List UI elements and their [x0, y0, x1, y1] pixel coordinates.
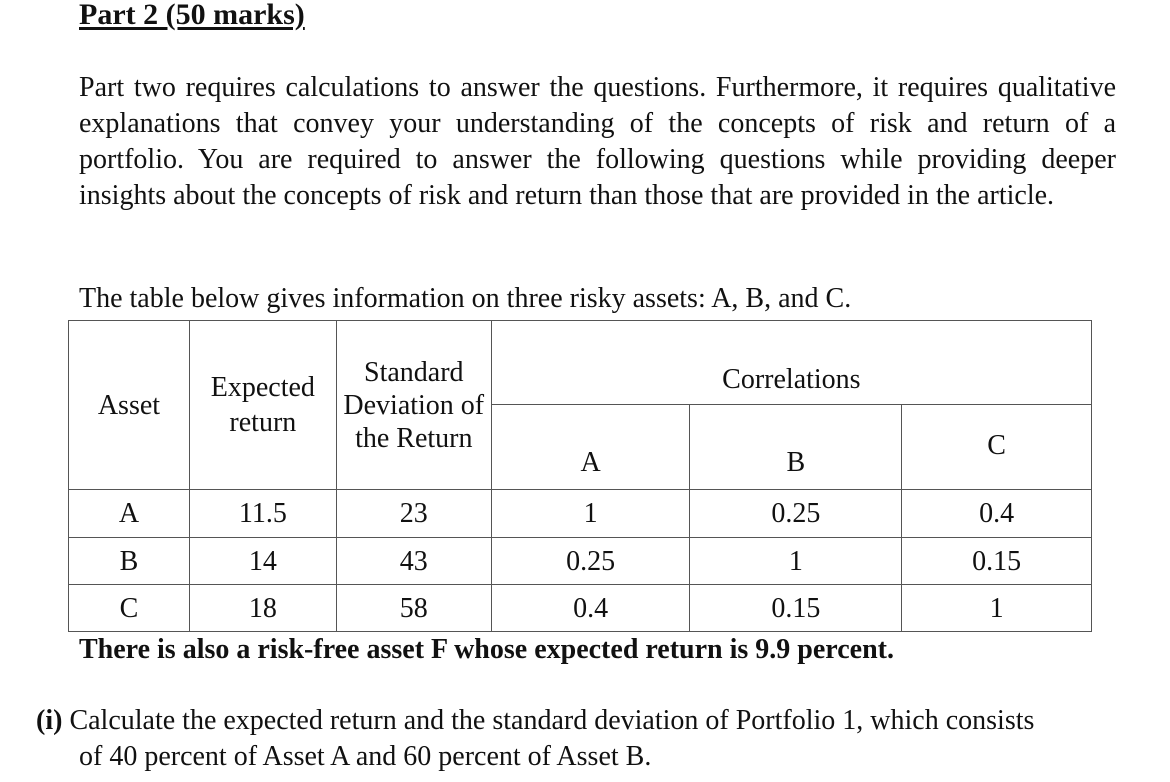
- header-expected-return: Expected return: [189, 321, 336, 490]
- question-i: [36, 703, 1116, 775]
- cell-corr-a: 0.4: [491, 585, 690, 632]
- cell-corr-b: 1: [690, 538, 902, 585]
- risk-free-note: There is also a risk-free asset F whose expected return is 9.9 percent.: [79, 634, 894, 665]
- cell-std-dev: 58: [336, 585, 491, 632]
- cell-std-dev: 43: [336, 538, 491, 585]
- header-corr-b: B: [690, 405, 902, 490]
- header-standard-deviation: Standard Deviation of the Return: [336, 321, 491, 490]
- cell-asset: C: [69, 585, 190, 632]
- section-heading: Part 2 (50 marks): [79, 0, 305, 31]
- cell-corr-c: 0.4: [902, 490, 1092, 538]
- cell-corr-a: 1: [491, 490, 690, 538]
- header-corr-c: C: [902, 405, 1092, 490]
- cell-corr-a: 0.25: [491, 538, 690, 585]
- header-asset: Asset: [69, 321, 190, 490]
- cell-corr-b: 0.25: [690, 490, 902, 538]
- intro-paragraph: Part two requires calculations to answer the questions. Furthermore, it requires qualitative explanations that convey your understanding of the concepts of risk and return of a portfolio. You are required to answer the following questions while providing deeper insights about the concepts of risk and return than those that are provided in the article.: [79, 72, 1116, 211]
- cell-std-dev: 23: [336, 490, 491, 538]
- header-correlations: Correlations: [491, 321, 1091, 405]
- cell-expected-return: 11.5: [189, 490, 336, 538]
- cell-asset: A: [69, 490, 190, 538]
- table-caption: The table below gives information on three risky assets: A, B, and C.: [79, 283, 852, 314]
- table-row: [69, 585, 1092, 632]
- cell-asset: B: [69, 538, 190, 585]
- cell-expected-return: 18: [189, 585, 336, 632]
- table-row: [69, 538, 1092, 585]
- question-text-line1: Calculate the expected return and the standard deviation of Portfolio 1, which consists: [69, 705, 1035, 736]
- header-corr-a: A: [491, 405, 690, 490]
- cell-corr-c: 0.15: [902, 538, 1092, 585]
- question-number: (i): [36, 705, 63, 736]
- question-text-line2: of 40 percent of Asset A and 60 percent of Asset B.: [79, 741, 652, 772]
- assets-table: [68, 320, 1092, 632]
- cell-corr-c: 1: [902, 585, 1092, 632]
- cell-corr-b: 0.15: [690, 585, 902, 632]
- table-row: [69, 490, 1092, 538]
- cell-expected-return: 14: [189, 538, 336, 585]
